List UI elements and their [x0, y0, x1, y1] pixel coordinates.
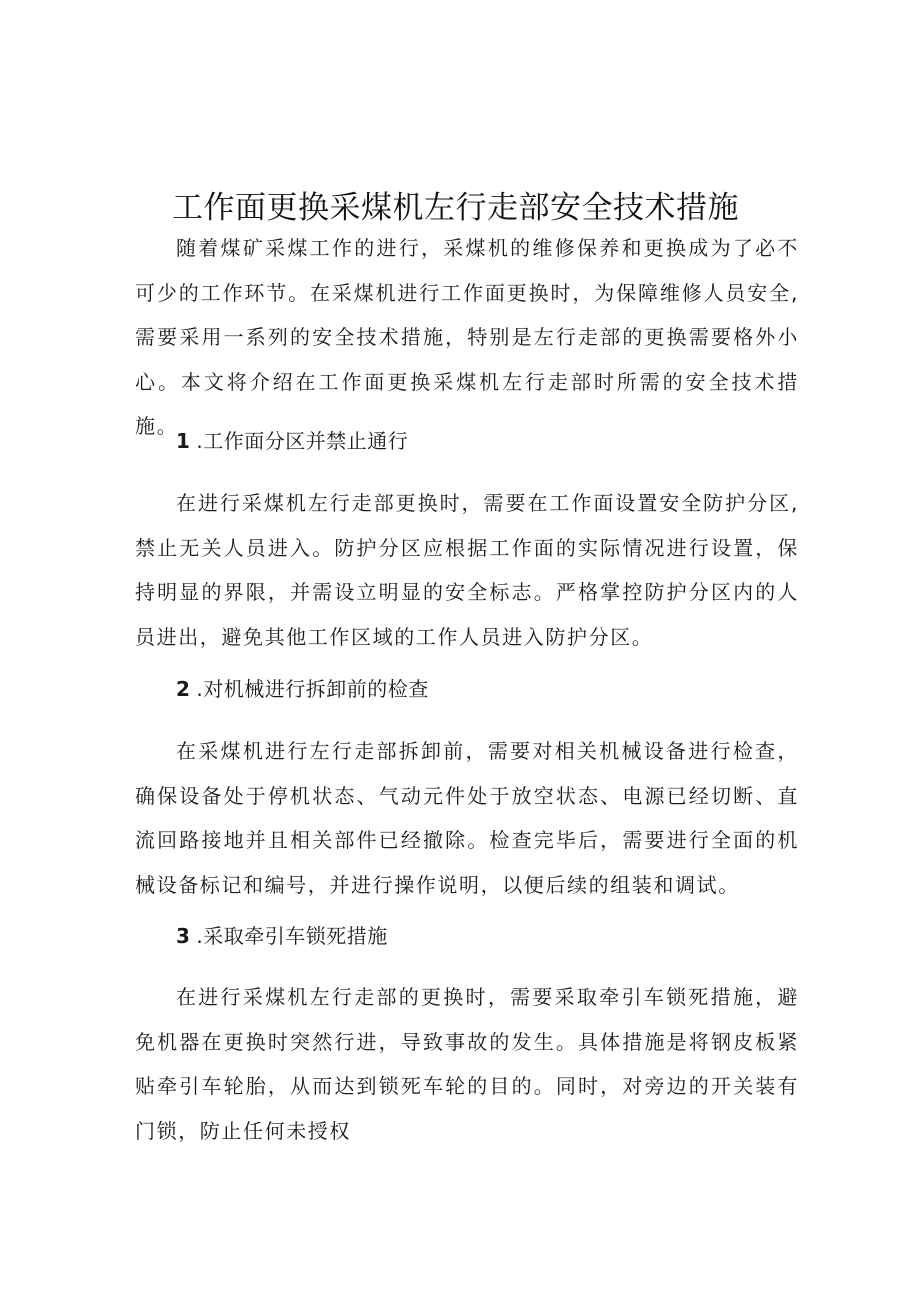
section-3-number: 3 — [176, 924, 191, 948]
section-3-body: 在进行采煤机左行走部的更换时，需要采取牵引车锁死措施，避免机器在更换时突然行进，导致事故的发生。具体措施是将钢皮板紧贴牵引车轮胎，从而达到锁死车轮的目的。同时，对旁边的开关装有门锁，防止任何未授权 — [135, 985, 799, 1143]
section-2-title: .对机械进行拆卸前的检查 — [196, 677, 429, 701]
intro-paragraph: 随着煤矿采煤工作的进行，采煤机的维修保养和更换成为了必不可少的工作环节。在采煤机进行工作面更换时，为保障维修人员安全,需要采用一系列的安全技术措施，特别是左行走部的更换需要格外小心。本文将介绍在工作面更换采煤机左行走部时所需的安全技术措施。 — [135, 236, 799, 438]
section-2-number: 2 — [176, 677, 191, 701]
section-1-number: 1 — [176, 429, 191, 453]
section-2-body: 在采煤机进行左行走部拆卸前，需要对相关机械设备进行检查，确保设备处于停机状态、气动元件处于放空状态、电源已经切断、直流回路接地并且相关部件已经撤除。检查完毕后，需要进行全面的机械设备标记和编号，并进行操作说明，以便后续的组装和调试。 — [135, 739, 799, 897]
section-1-body: 在进行采煤机左行走部更换时，需要在工作面设置安全防护分区,禁止无关人员进入。防护分区应根据工作面的实际情况进行设置，保持明显的界限，并需设立明显的安全标志。严格掌控防护分区内的人员进出，避免其他工作区域的工作人员进入防护分区。 — [135, 491, 799, 649]
section-3-heading — [176, 921, 388, 951]
section-1-title: .工作面分区并禁止通行 — [196, 429, 409, 453]
document-title: 工作面更换采煤机左行走部安全技术措施 — [172, 190, 739, 226]
section-3-title: .采取牵引车锁死措施 — [196, 924, 388, 948]
section-2-heading — [176, 674, 429, 704]
section-1-heading — [176, 426, 408, 456]
